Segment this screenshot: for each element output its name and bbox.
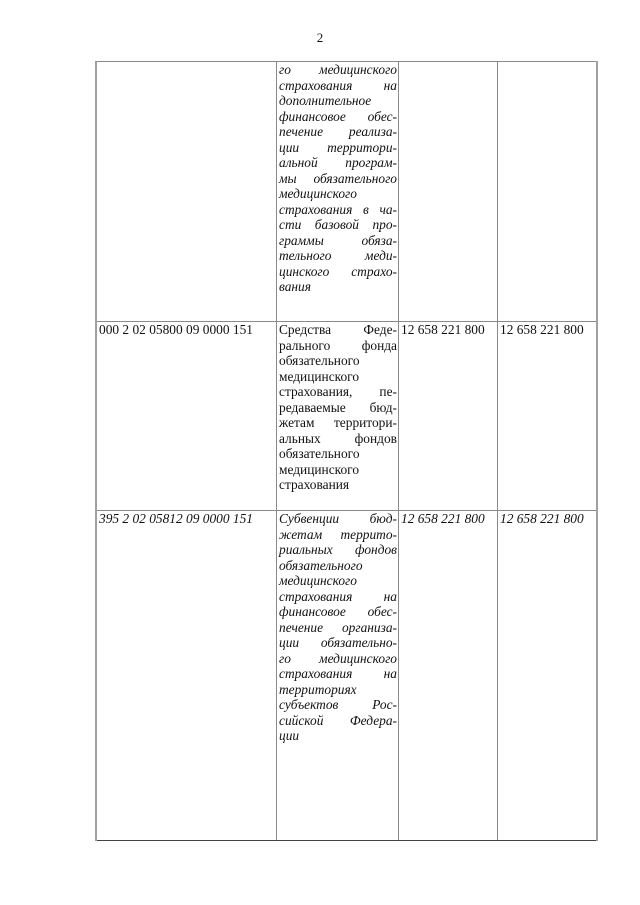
name-line: ции [279, 728, 300, 743]
name-line: страхования [279, 477, 350, 492]
name-line: риальных фондов [279, 542, 397, 557]
name-line: страхования, пе- [279, 384, 397, 399]
table-row [96, 511, 597, 841]
name-cell [277, 62, 399, 322]
name-line: страхования на [279, 77, 397, 93]
name-line: Субвенции бюд- [279, 511, 397, 526]
sum-cell: 12 658 221 800 [399, 322, 498, 511]
sum-cell [498, 62, 598, 322]
name-line: дополнительное [279, 93, 372, 108]
name-line: печение реализа- [279, 124, 397, 139]
name-line: финансовое обес- [279, 108, 397, 124]
name-line: субъектов Рос- [279, 697, 397, 712]
budget-table [95, 61, 598, 841]
page-number: 2 [316, 30, 324, 45]
name-line: цинского страхо- [279, 263, 397, 279]
name-line: Средства Феде- [279, 322, 397, 337]
name-line: го медицинского [279, 650, 397, 666]
name-cell [277, 511, 399, 841]
code-cell: 000 2 02 05800 09 0000 151 [96, 322, 277, 511]
name-line: го медицинского [279, 62, 397, 77]
name-line: рального фонда [279, 337, 397, 353]
name-line: медицинского [279, 186, 357, 201]
table-row [96, 62, 597, 322]
sum-cell: 12 658 221 800 [498, 511, 598, 841]
name-line: редаваемые бюд- [279, 399, 397, 415]
name-line: тельного меди- [279, 248, 397, 263]
name-line: медицинского [279, 368, 360, 384]
name-line: обязательного [279, 557, 363, 573]
name-line: страхования на [279, 588, 397, 604]
name-line: ции обязательно- [279, 635, 397, 650]
name-line: медицинского [279, 573, 357, 588]
name-line: страхования в ча- [279, 201, 397, 217]
name-line: мы обязательного [279, 170, 397, 186]
name-line: медицинского [279, 461, 360, 477]
sum-cell: 12 658 221 800 [399, 511, 498, 841]
name-cell [277, 322, 399, 511]
name-line: граммы обяза- [279, 232, 397, 248]
name-line: ции территори- [279, 139, 397, 155]
name-line: страхования на [279, 666, 397, 681]
name-line: жетам террито- [279, 526, 397, 542]
name-line: альных фондов [279, 430, 397, 446]
name-line: альной програм- [279, 155, 397, 170]
table-row [96, 322, 597, 511]
sum-cell [399, 62, 498, 322]
name-line: сти базовой про- [279, 217, 397, 232]
name-line: вания [279, 279, 311, 294]
name-line: сийской Федера- [279, 712, 397, 728]
name-line: обязательного [279, 353, 360, 368]
name-line: печение организа- [279, 619, 397, 635]
code-cell: 395 2 02 05812 09 0000 151 [96, 511, 277, 841]
sum-cell: 12 658 221 800 [498, 322, 598, 511]
name-line: финансовое обес- [279, 604, 397, 619]
name-line: жетам территори- [279, 415, 397, 430]
name-line: обязательного [279, 446, 360, 461]
code-cell [96, 62, 277, 322]
name-line: территориях [279, 681, 357, 697]
